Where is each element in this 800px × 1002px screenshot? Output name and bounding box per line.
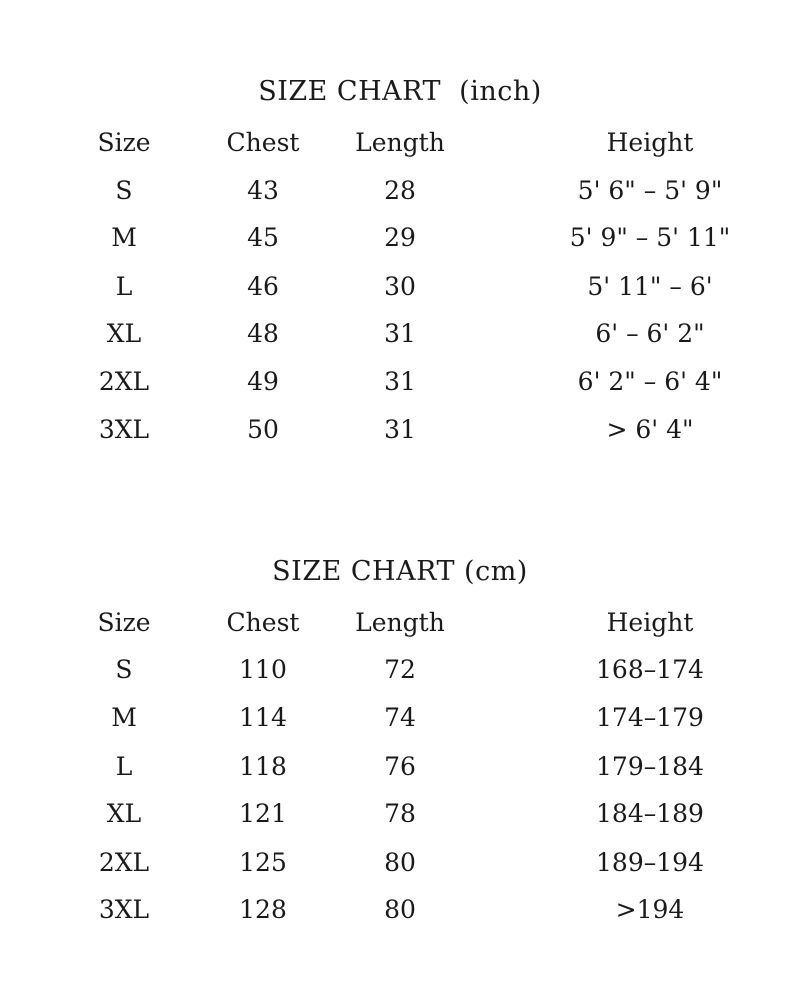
- cm-header-row: [0, 603, 800, 643]
- length-cell: 29: [384, 223, 416, 252]
- length-cell: 30: [384, 272, 416, 301]
- chest-cell: 43: [247, 176, 279, 205]
- chest-cell: 46: [247, 272, 279, 301]
- chest-cell: 121: [239, 799, 287, 828]
- table-row: [0, 362, 800, 402]
- height-cell: 174–179: [596, 703, 704, 732]
- header-height: Height: [606, 608, 694, 637]
- length-cell: 74: [384, 703, 416, 732]
- header-height: Height: [606, 128, 694, 157]
- table-row: [0, 843, 800, 883]
- table-row: [0, 890, 800, 930]
- size-cell: S: [115, 176, 133, 205]
- chest-cell: 48: [247, 319, 279, 348]
- chest-cell: 128: [239, 895, 287, 924]
- header-size: Size: [97, 128, 151, 157]
- height-cell: 6' 2" – 6' 4": [577, 367, 723, 396]
- table-row: [0, 747, 800, 787]
- size-cell: 2XL: [98, 848, 150, 877]
- length-cell: 80: [384, 895, 416, 924]
- header-size: Size: [97, 608, 151, 637]
- length-cell: 31: [384, 367, 416, 396]
- height-cell: >194: [615, 895, 685, 924]
- size-cell: L: [115, 272, 133, 301]
- size-cell: XL: [106, 799, 142, 828]
- size-cell: 2XL: [98, 367, 150, 396]
- size-cell: 3XL: [98, 415, 150, 444]
- chest-cell: 125: [239, 848, 287, 877]
- size-cell: 3XL: [98, 895, 150, 924]
- header-length: Length: [355, 608, 445, 637]
- length-cell: 72: [384, 655, 416, 684]
- header-chest: Chest: [226, 608, 300, 637]
- length-cell: 78: [384, 799, 416, 828]
- height-cell: 179–184: [596, 752, 704, 781]
- table-row: [0, 218, 800, 258]
- chest-cell: 45: [247, 223, 279, 252]
- table-row: [0, 267, 800, 307]
- chest-cell: 50: [247, 415, 279, 444]
- length-cell: 31: [384, 415, 416, 444]
- height-cell: 5' 6" – 5' 9": [577, 176, 723, 205]
- size-cell: M: [111, 223, 137, 252]
- inch-header-row: [0, 123, 800, 163]
- size-cell: XL: [106, 319, 142, 348]
- height-cell: 6' – 6' 2": [595, 319, 705, 348]
- table-row: [0, 698, 800, 738]
- height-cell: > 6' 4": [606, 415, 694, 444]
- cm-chart-title: SIZE CHART (cm): [272, 556, 528, 587]
- height-cell: 5' 11" – 6': [587, 272, 713, 301]
- table-row: [0, 650, 800, 690]
- length-cell: 31: [384, 319, 416, 348]
- length-cell: 76: [384, 752, 416, 781]
- header-length: Length: [355, 128, 445, 157]
- header-chest: Chest: [226, 128, 300, 157]
- size-cell: L: [115, 752, 133, 781]
- table-row: [0, 410, 800, 450]
- inch-chart-title: SIZE CHART (inch): [258, 76, 542, 107]
- height-cell: 5' 9" – 5' 11": [569, 223, 731, 252]
- table-row: [0, 794, 800, 834]
- height-cell: 184–189: [596, 799, 704, 828]
- height-cell: 189–194: [596, 848, 704, 877]
- size-cell: M: [111, 703, 137, 732]
- table-row: [0, 171, 800, 211]
- chest-cell: 118: [239, 752, 287, 781]
- table-row: [0, 314, 800, 354]
- length-cell: 80: [384, 848, 416, 877]
- length-cell: 28: [384, 176, 416, 205]
- chest-cell: 49: [247, 367, 279, 396]
- chest-cell: 110: [239, 655, 287, 684]
- size-cell: S: [115, 655, 133, 684]
- height-cell: 168–174: [596, 655, 704, 684]
- chest-cell: 114: [239, 703, 287, 732]
